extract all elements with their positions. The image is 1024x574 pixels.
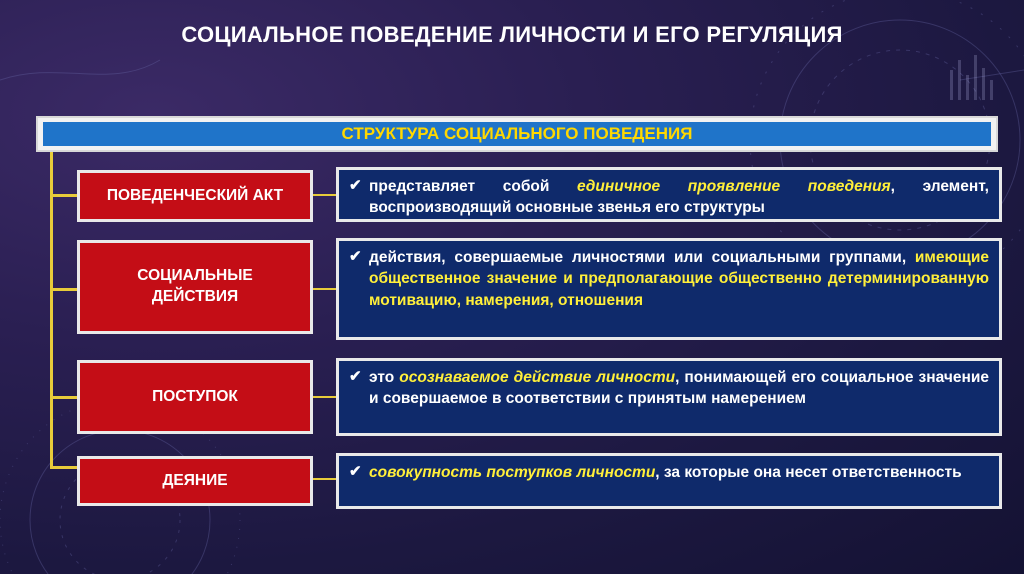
- category-deed: [77, 360, 313, 434]
- description-text: , понимающей его социальное значение и совершаемое в соответствии с принятым намерением: [369, 369, 989, 408]
- description-text: , за которые она несет ответственность: [655, 464, 962, 481]
- row-connector-line: [313, 478, 337, 480]
- category-social-actions: [77, 240, 313, 334]
- checkmark-icon: ✔: [349, 368, 362, 385]
- description-text: , элемент, воспроизводящий основные звенья его структуры: [369, 178, 989, 217]
- category-label: ПОВЕДЕНЧЕСКИЙ АКТ: [106, 186, 284, 204]
- category-label-line: СОЦИАЛЬНЫЕ: [137, 267, 253, 285]
- tree-branch-line: [50, 396, 78, 399]
- tree-branch-line: [50, 194, 78, 197]
- tree-spine-line: [50, 152, 53, 468]
- checkmark-icon: ✔: [349, 463, 362, 480]
- description-highlight: осознаваемое действие личности: [399, 369, 676, 386]
- description-text: представляет собой: [369, 178, 577, 195]
- checkmark-icon: ✔: [349, 248, 362, 265]
- row-connector-line: [313, 396, 337, 398]
- tree-branch-line: [50, 466, 78, 469]
- page-title: СОЦИАЛЬНОЕ ПОВЕДЕНИЕ ЛИЧНОСТИ И ЕГО РЕГУЛЯЦИЯ: [181, 22, 843, 47]
- tree-branch-line: [50, 288, 78, 291]
- category-label: ПОСТУПОК: [152, 387, 238, 405]
- description-highlight: имеющие общественное значение и предполагающие общественно детерминированную мотивацию, намерения, отношения: [369, 249, 989, 309]
- description-behavioral-act: [336, 167, 1002, 222]
- description-social-actions: [336, 238, 1002, 340]
- description-act: [336, 453, 1002, 509]
- description-text: действия, совершаемые личностями или социальными группами,: [369, 249, 915, 266]
- category-behavioral-act: [77, 170, 313, 222]
- row-connector-line: [313, 288, 337, 290]
- structure-header-label: СТРУКТУРА СОЦИАЛЬНОГО ПОВЕДЕНИЯ: [43, 122, 991, 146]
- description-highlight: единичное проявление поведения: [577, 178, 891, 195]
- description-highlight: совокупность поступков личности: [369, 464, 656, 481]
- structure-header: [36, 116, 998, 152]
- description-text: это: [369, 369, 400, 386]
- category-label-line: ДЕЙСТВИЯ: [151, 288, 239, 305]
- checkmark-icon: ✔: [349, 177, 362, 194]
- row-connector-line: [313, 194, 337, 196]
- description-deed: [336, 358, 1002, 436]
- category-act: [77, 456, 313, 506]
- category-label: ДЕЯНИЕ: [162, 471, 228, 489]
